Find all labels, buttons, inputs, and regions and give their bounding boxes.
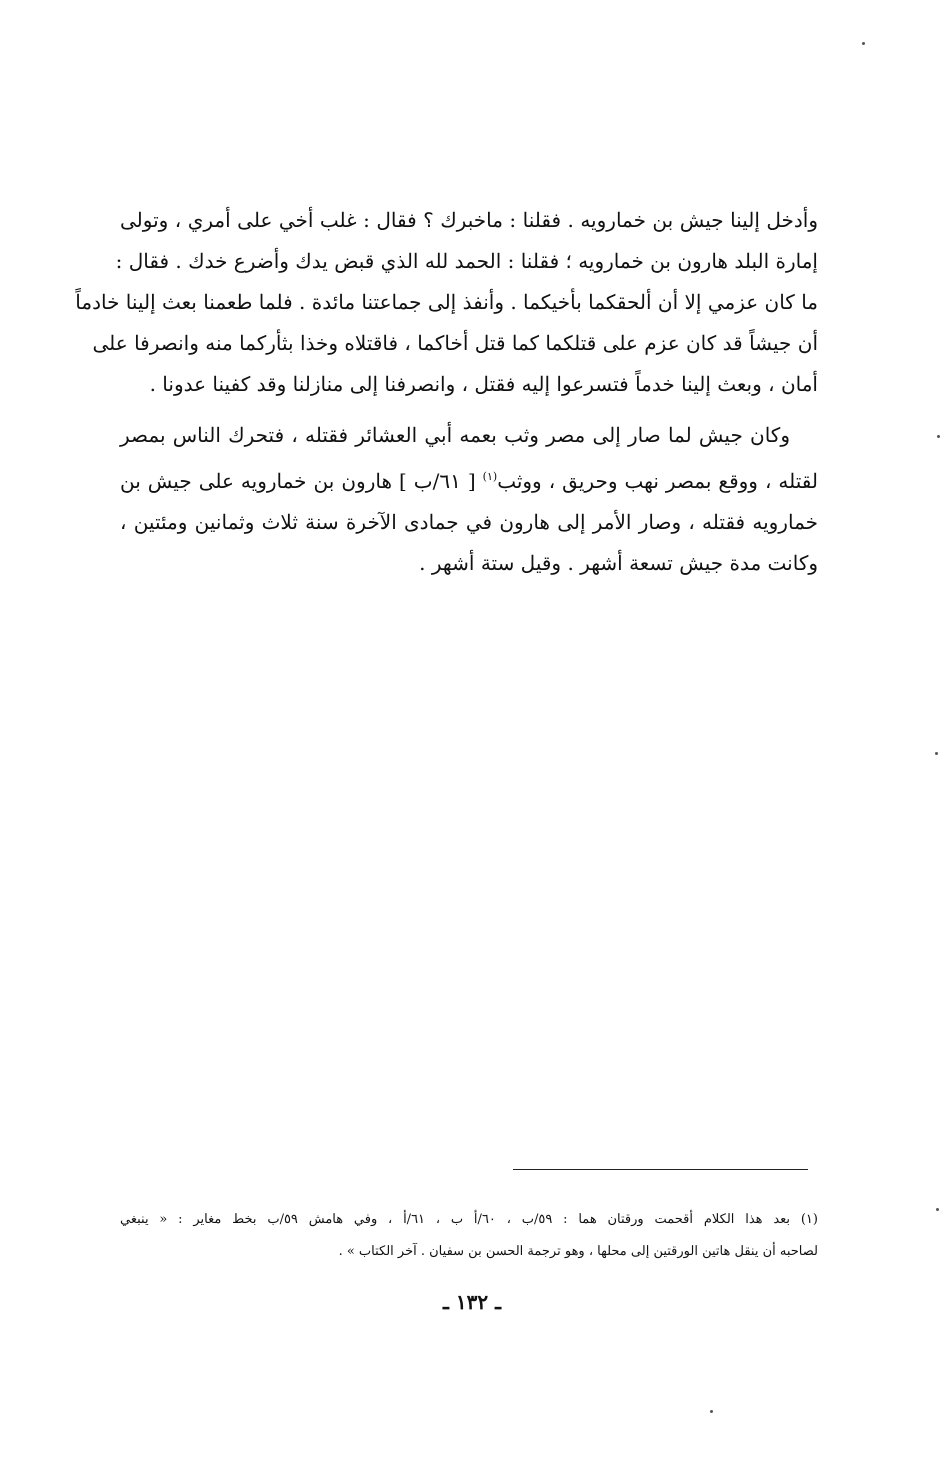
text-line: وكانت مدة جيش تسعة أشهر . وقيل ستة أشهر . xyxy=(419,551,818,575)
page-number: ـ ١٣٢ ـ xyxy=(443,1290,501,1314)
paragraph-1 xyxy=(75,200,818,405)
scan-speck xyxy=(710,1410,713,1413)
text-line: إمارة البلد هارون بن خمارويه ؛ فقلنا : الحمد لله الذي قبض يدك وأضرع خدك . فقال : xyxy=(115,249,818,273)
main-text xyxy=(75,200,818,594)
text-fragment: [ ٦١/ب ] هارون بن خمارويه على جيش بن xyxy=(120,469,483,493)
text-line: وأدخل إلينا جيش بن خمارويه . فقلنا : ماخبرك ؟ فقال : غلب أخي على أمري ، وتولى xyxy=(120,208,818,232)
paragraph-2 xyxy=(120,415,818,584)
scan-speck xyxy=(937,435,940,438)
text-fragment: لقتله ، ووقع بمصر نهب وحريق ، ووثب xyxy=(497,469,818,493)
footnotes xyxy=(120,1204,818,1268)
text-line: أن جيشاً قد كان عزم على قتلكما كما قتل أخاكما ، فاقتلاه وخذا بثأركما منه وانصرفا على xyxy=(92,331,818,355)
footnote-separator xyxy=(513,1169,808,1170)
text-line: أمان ، وبعث إلينا خدماً فتسرعوا إليه فقتل ، وانصرفنا إلى منازلنا وقد كفينا عدونا . xyxy=(149,372,818,396)
scan-speck xyxy=(935,752,938,755)
footnote-marker: (١) xyxy=(482,470,498,483)
scan-speck xyxy=(862,42,865,45)
scan-speck xyxy=(936,1208,939,1211)
footnote-line: (١) بعد هذا الكلام أقحمت ورقتان هما : ٥٩/ب ، ٦٠/أ ب ، ٦١/أ ، وفي هامش ٥٩/ب بخط مغاير : « ينبغي xyxy=(120,1212,818,1227)
text-line: وكان جيش لما صار إلى مصر وثب بعمه أبي العشائر فقتله ، فتحرك الناس بمصر xyxy=(120,423,790,447)
footnote-line: لصاحبه أن ينقل هاتين الورقتين إلى محلها ، وهو ترجمة الحسن بن سفيان . آخر الكتاب » . xyxy=(338,1244,818,1259)
text-line-with-footnote xyxy=(120,456,818,502)
text-line: خمارويه فقتله ، وصار الأمر إلى هارون في جمادى الآخرة سنة ثلاث وثمانين ومئتين ، xyxy=(120,510,818,534)
text-line: ما كان عزمي إلا أن ألحقكما بأخيكما . وأنفذ إلى جماعتنا مائدة . فلما طعمنا بعث إلينا خادماً xyxy=(75,290,818,314)
